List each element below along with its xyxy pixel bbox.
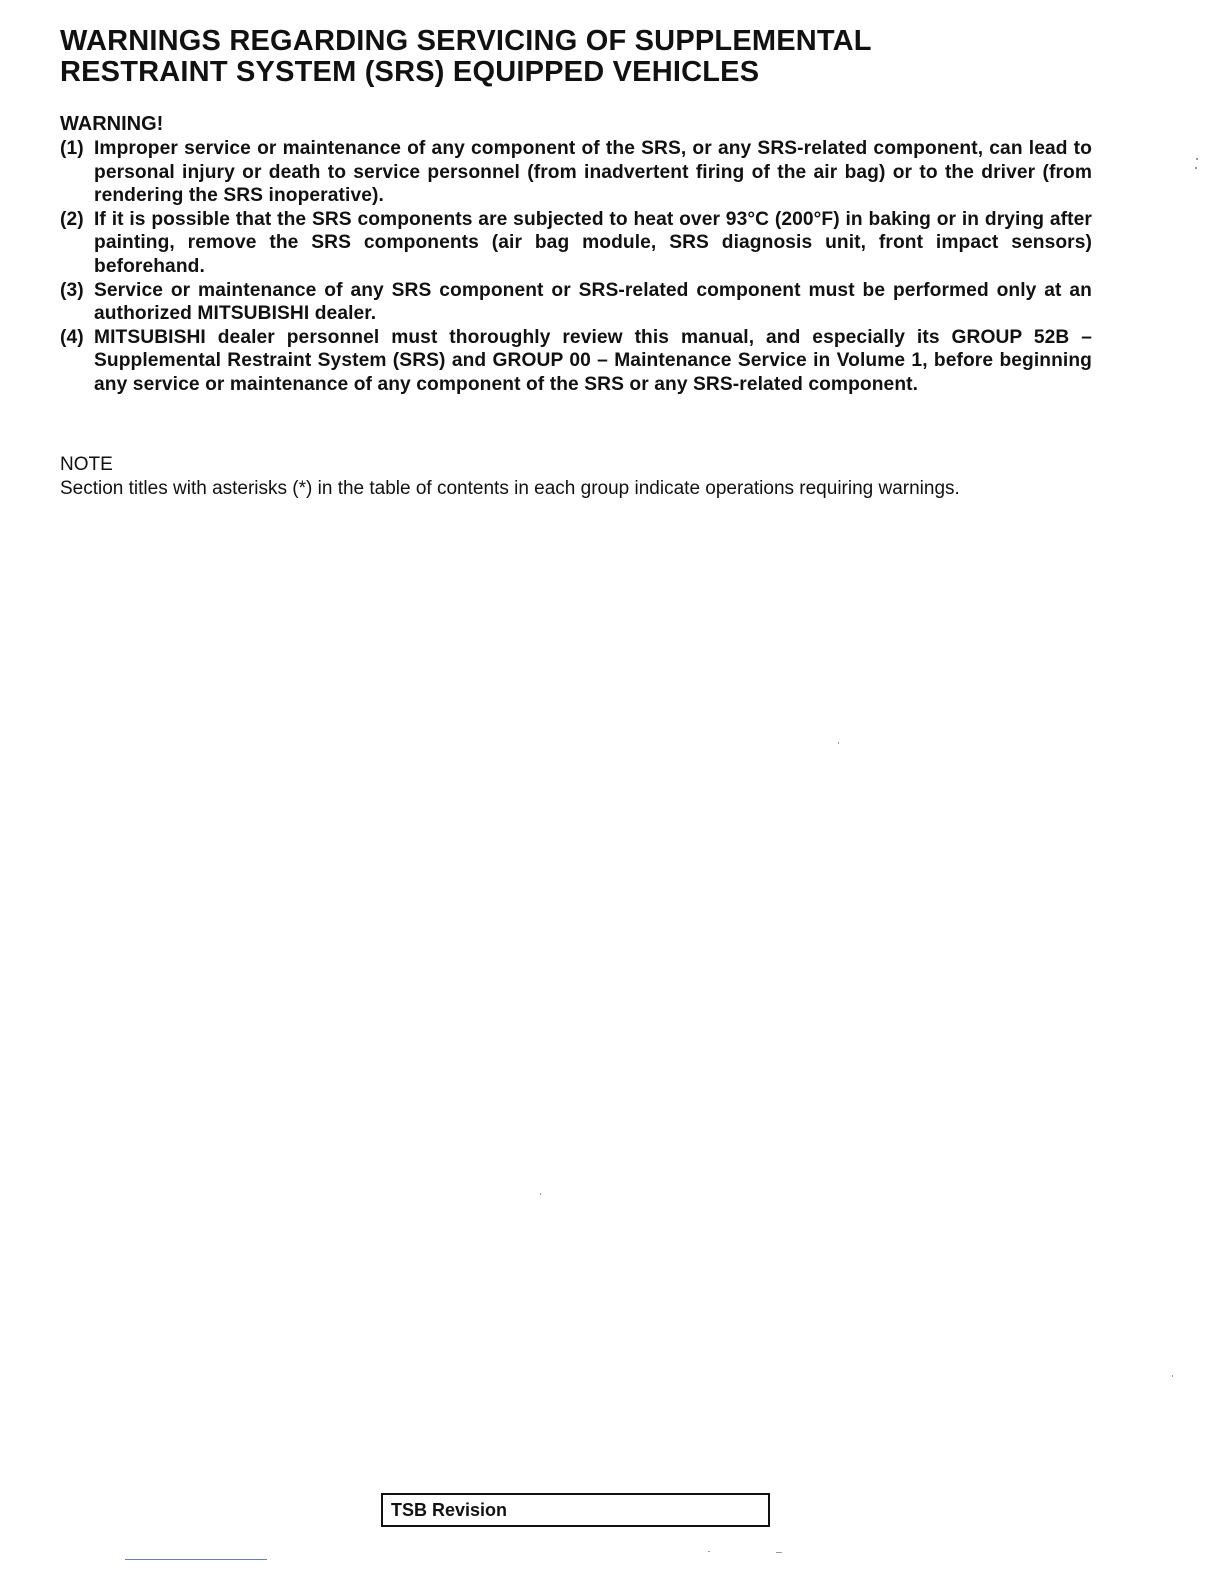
warning-item-number: (4) xyxy=(60,326,84,348)
tsb-revision-box xyxy=(381,1493,770,1527)
warning-item-2 xyxy=(60,208,1092,279)
page-title-line-2: RESTRAINT SYSTEM (SRS) EQUIPPED VEHICLES xyxy=(60,56,760,88)
page-title xyxy=(60,26,1120,88)
warning-heading: WARNING! xyxy=(60,113,164,135)
scan-speck xyxy=(776,1552,782,1553)
warning-list xyxy=(60,137,1092,397)
scan-speck xyxy=(1196,158,1198,160)
scan-speck xyxy=(838,742,839,744)
page-title-line-1: WARNINGS REGARDING SERVICING OF SUPPLEMENTAL xyxy=(60,25,872,57)
warning-item-text: Service or maintenance of any SRS component or SRS-related component must be performed only at an authorized MITSUBISHI dealer. xyxy=(94,279,1092,325)
note-heading: NOTE xyxy=(60,454,113,475)
scan-speck xyxy=(1172,1375,1173,1377)
warning-item-text: Improper service or maintenance of any component of the SRS, or any SRS-related component, can lead to personal injury or death to service personnel (from inadvertent firing of the air bag) or to the driver (from rendering the SRS inoperative). xyxy=(94,138,1092,207)
warning-item-number: (2) xyxy=(60,208,84,230)
scan-speck xyxy=(540,1193,541,1195)
warning-item-4 xyxy=(60,326,1092,397)
warning-item-text: If it is possible that the SRS components are subjected to heat over 93°C (200°F) in baking or in drying after painting, remove the SRS components (air bag module, SRS diagnosis unit, front impact sensors) beforehand. xyxy=(94,208,1092,277)
warning-item-text: MITSUBISHI dealer personnel must thoroughly review this manual, and especially its GROUP 52B – Supplemental Restraint System (SRS) and GROUP 00 – Maintenance Service in Volume 1, before beginning any service or maintenance of any component of the SRS or any SRS-related component. xyxy=(94,326,1092,395)
warning-item-1 xyxy=(60,137,1092,208)
scan-speck xyxy=(708,1551,710,1552)
scan-speck xyxy=(1195,167,1197,169)
tsb-revision-label: TSB Revision xyxy=(391,1500,508,1520)
note-text: Section titles with asterisks (*) in the table of contents in each group indicate operations requiring warnings. xyxy=(60,478,960,499)
warning-item-number: (1) xyxy=(60,138,84,159)
warning-item-3 xyxy=(60,279,1092,326)
warning-item-number: (3) xyxy=(60,279,84,301)
footer-divider xyxy=(125,1559,267,1560)
